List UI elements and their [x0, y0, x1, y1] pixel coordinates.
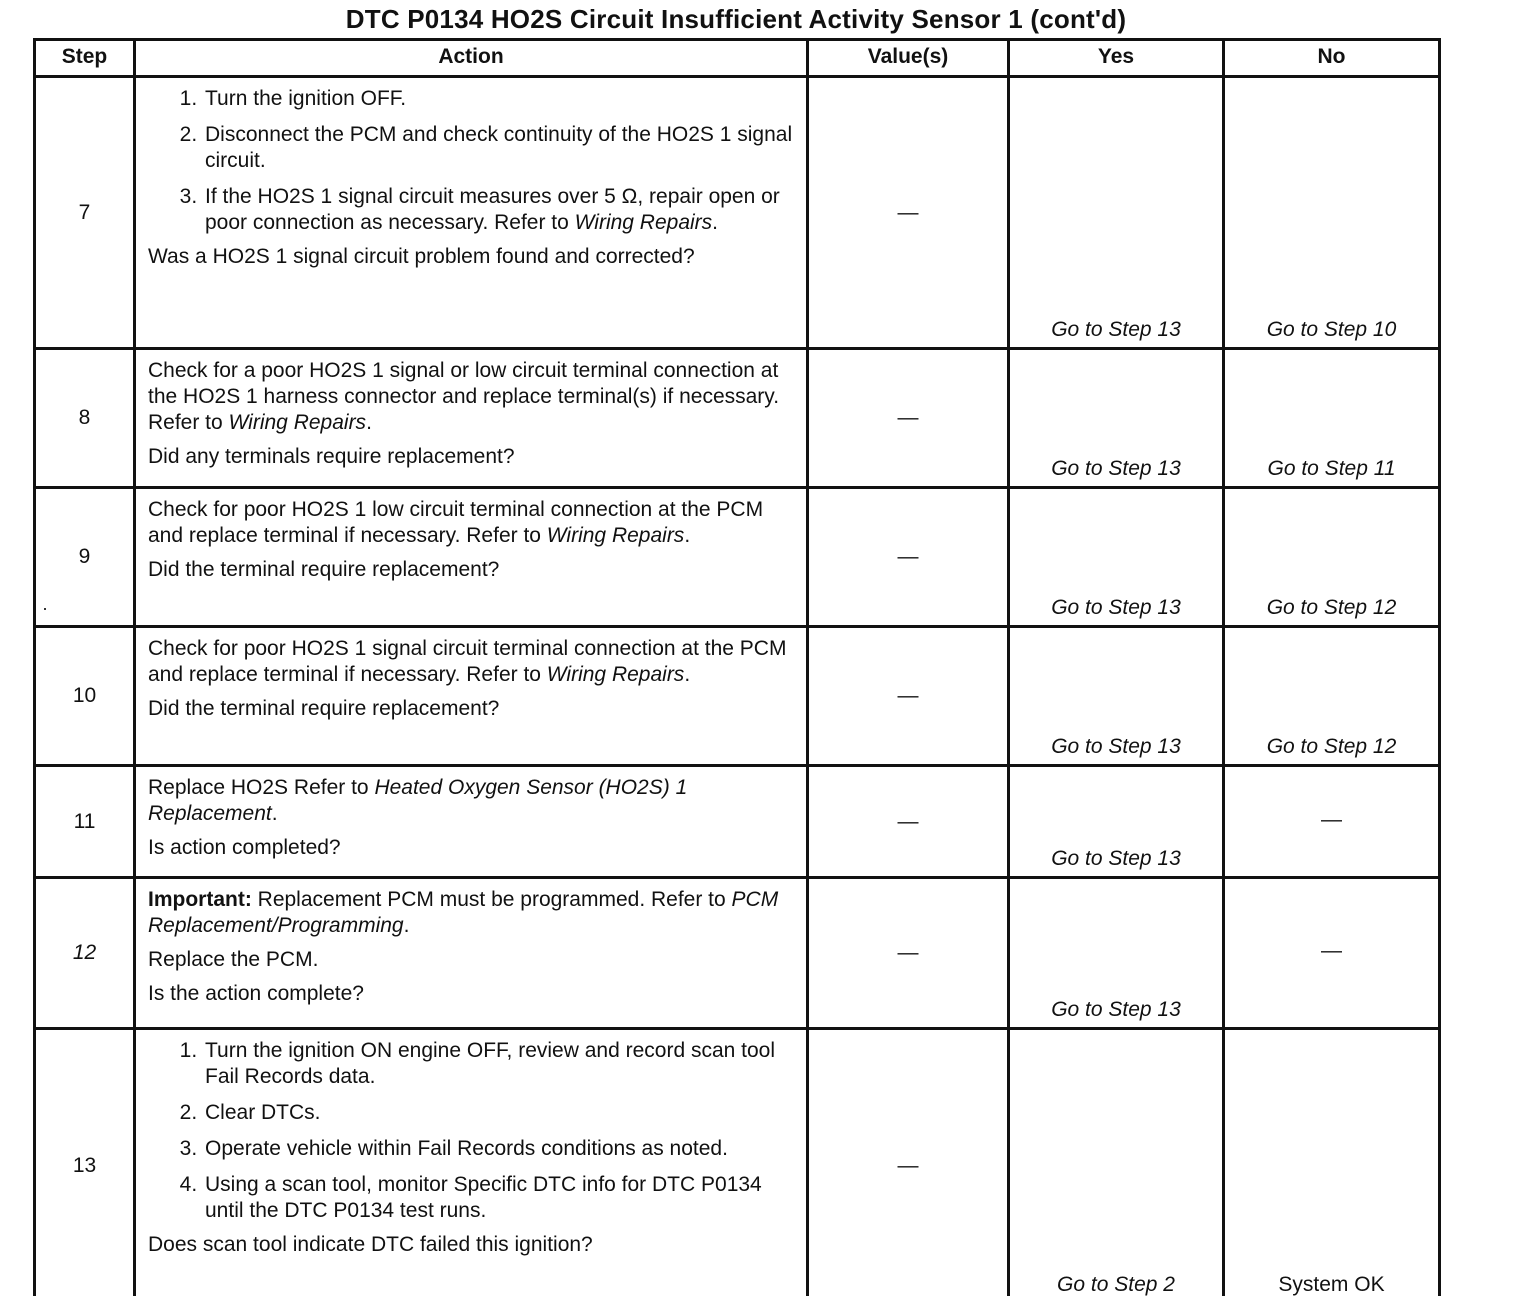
list-item: 3. Operate vehicle within Fail Records conditions as noted. [203, 1136, 798, 1162]
reference-link: Wiring Repairs [546, 663, 685, 686]
header-no: No [1224, 40, 1440, 77]
list-item [203, 184, 798, 236]
action-cell [135, 488, 808, 627]
no-cell: Go to Step 12 [1224, 488, 1440, 627]
yes-cell: Go to Step 13 [1009, 349, 1224, 488]
important-note [148, 887, 798, 939]
reference-end: . [712, 211, 719, 234]
no-cell: System OK [1224, 1029, 1440, 1296]
action-cell [135, 878, 808, 1029]
reference-end: . [684, 524, 691, 547]
reference-end: . [271, 802, 278, 825]
reference-link: Wiring Repairs [574, 211, 713, 234]
action-text [148, 358, 798, 436]
table-header-row [35, 40, 1440, 77]
no-cell: Go to Step 12 [1224, 627, 1440, 766]
action-list [148, 86, 798, 236]
reference-link: Wiring Repairs [228, 411, 367, 434]
important-text: Replacement PCM must be programmed. Refer to [251, 888, 732, 911]
value-cell: — [808, 627, 1009, 766]
step-number: 13 [35, 1029, 135, 1296]
action-cell [135, 1029, 808, 1296]
action-text [148, 775, 798, 827]
action-body: Check for a poor HO2S 1 signal or low circuit terminal connection at the HO2S 1 harness connector and replace terminal(s) if necessary. Refer to [148, 359, 780, 434]
list-item: 2. Disconnect the PCM and check continuity of the HO2S 1 signal circuit. [203, 122, 798, 174]
action-text: Replace the PCM. [148, 948, 319, 971]
no-cell: — [1224, 766, 1440, 878]
question-text: Does scan tool indicate DTC failed this ignition? [148, 1233, 593, 1256]
step-number: 8 [35, 349, 135, 488]
action-cell [135, 627, 808, 766]
step-number: 9 [35, 488, 135, 627]
table-row-step-12 [35, 878, 1440, 1029]
step-number [35, 878, 135, 1029]
reference-end: . [403, 914, 410, 937]
value-cell: — [808, 349, 1009, 488]
table-row-step-11 [35, 766, 1440, 878]
yes-cell: Go to Step 13 [1009, 488, 1224, 627]
step-number: 10 [35, 627, 135, 766]
reference-link: Wiring Repairs [546, 524, 685, 547]
yes-cell: Go to Step 13 [1009, 766, 1224, 878]
reference-link: PCM Replacement/Programming [148, 888, 779, 937]
important-label: Important: [148, 888, 252, 911]
step-number: 7 [35, 77, 135, 349]
action-cell [135, 77, 808, 349]
question-text: Is the action complete? [148, 982, 364, 1005]
yes-cell: Go to Step 2 [1009, 1029, 1224, 1296]
reference-link: Heated Oxygen Sensor (HO2S) 1 Replacement [148, 776, 688, 825]
header-action: Action [135, 40, 808, 77]
yes-cell: Go to Step 13 [1009, 77, 1224, 349]
action-body: Check for poor HO2S 1 signal circuit terminal connection at the PCM and replace terminal if necessary. Refer to [148, 637, 787, 686]
table-row-step-9 [35, 488, 1440, 627]
no-cell: — [1224, 878, 1440, 1029]
no-cell: Go to Step 11 [1224, 349, 1440, 488]
page-title: DTC P0134 HO2S Circuit Insufficient Activity Sensor 1 (cont'd) [345, 4, 1127, 34]
step-number: 11 [35, 766, 135, 878]
action-cell [135, 766, 808, 878]
action-cell [135, 349, 808, 488]
action-list [148, 1038, 798, 1224]
header-yes: Yes [1009, 40, 1224, 77]
action-text [148, 497, 798, 549]
table-row-step-13 [35, 1029, 1440, 1296]
reference-end: . [684, 663, 691, 686]
header-step: Step [35, 40, 135, 77]
question-text: Was a HO2S 1 signal circuit problem found and corrected? [148, 245, 695, 268]
table-row-step-10 [35, 627, 1440, 766]
list-item: 1. Turn the ignition ON engine OFF, review and record scan tool Fail Records data. [203, 1038, 798, 1090]
no-cell: Go to Step 10 [1224, 77, 1440, 349]
value-cell: — [808, 77, 1009, 349]
table-row-step-7 [35, 77, 1440, 349]
list-item: 2. Clear DTCs. [203, 1100, 798, 1126]
yes-cell: Go to Step 13 [1009, 627, 1224, 766]
scan-speck [44, 608, 46, 610]
action-body: Check for poor HO2S 1 low circuit terminal connection at the PCM and replace terminal if necessary. Refer to [148, 498, 764, 547]
list-item-text: If the HO2S 1 signal circuit measures over 5 Ω, repair open or poor connection as necessary. Refer to [205, 185, 780, 234]
value-cell: — [808, 1029, 1009, 1296]
value-cell: — [808, 766, 1009, 878]
question-text: Did the terminal require replacement? [148, 558, 500, 581]
reference-end: . [366, 411, 372, 434]
question-text: Did the terminal require replacement? [148, 697, 500, 720]
action-text [148, 636, 798, 688]
value-cell: — [808, 878, 1009, 1029]
step-number-text: 12 [72, 941, 97, 964]
question-text: Is action completed? [148, 836, 341, 859]
value-cell: — [808, 488, 1009, 627]
action-body: Replace HO2S Refer to [148, 776, 375, 799]
table-row-step-8 [35, 349, 1440, 488]
yes-cell: Go to Step 13 [1009, 878, 1224, 1029]
header-values: Value(s) [808, 40, 1009, 77]
question-text: Did any terminals require replacement? [148, 445, 515, 468]
list-item: 1. Turn the ignition OFF. [203, 86, 798, 112]
list-item: 4. Using a scan tool, monitor Specific DTC info for DTC P0134 until the DTC P0134 test runs. [203, 1172, 798, 1224]
diagnostic-table [33, 38, 1441, 1296]
